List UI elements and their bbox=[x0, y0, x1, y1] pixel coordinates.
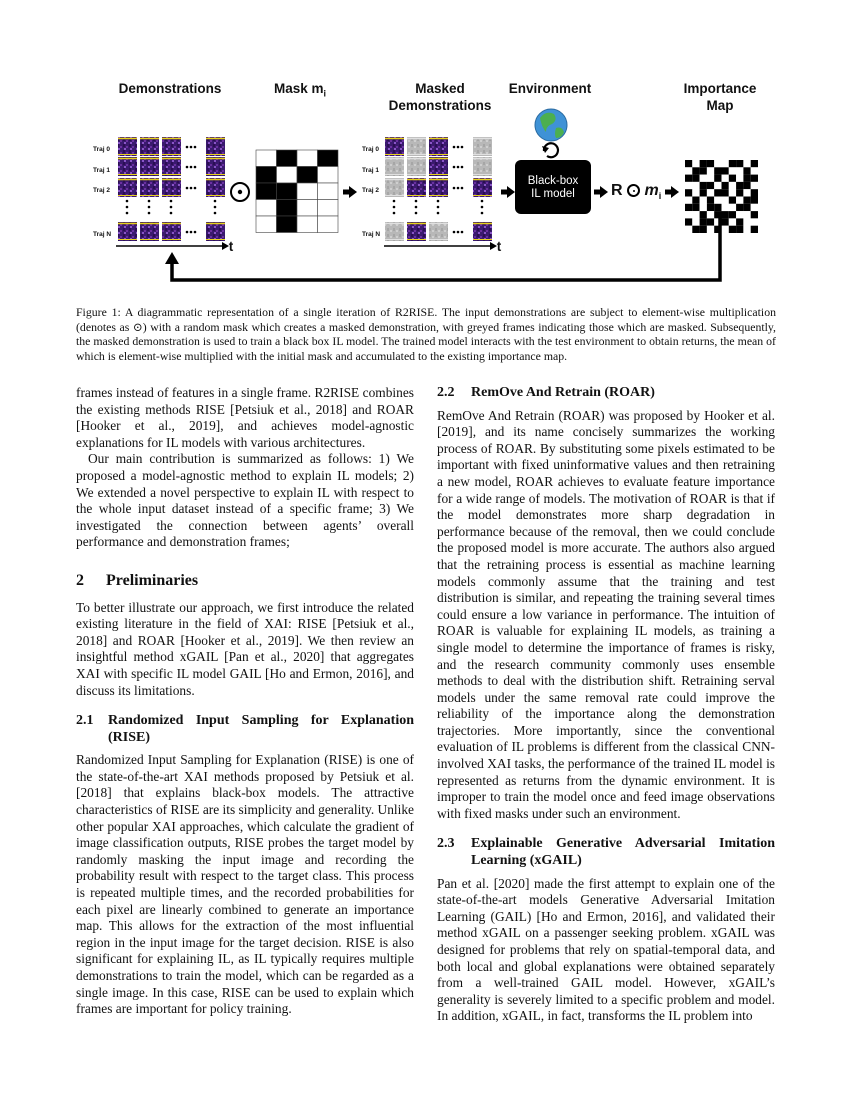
traj-label: Traj 2 bbox=[93, 187, 110, 194]
label-masked-demonstrations: Masked Demonstrations bbox=[388, 81, 492, 113]
frame-thumbnail bbox=[140, 222, 159, 241]
arrow-icon bbox=[671, 186, 679, 198]
frame-thumbnail bbox=[473, 157, 492, 176]
traj-label: Traj 0 bbox=[362, 146, 379, 153]
arrow-icon bbox=[507, 186, 515, 198]
label-importance-map: Importance Map bbox=[683, 81, 757, 113]
frame-thumbnail bbox=[429, 137, 448, 156]
paragraph: Randomized Input Sampling for Explanation (RISE) is one of the state-of-the-art XAI methods proposed by Petsiuk et al. [2018] that explains black-box models. The attractive characteristics of RISE are its simplicity and generality. Unlike other popular XAI approaches, which calculate the gradient of image classification outputs, RISE probes the target model by randomly masking the input image and recording the probability result with respect to the target class. This process is repeated multiple times, and the recorded probabilities for each pixel are linearly combined to generate an importance map. This allows for the extraction of the most influential region in the input image for the target decision. RISE is also significant for explaining IL, as IL typically requires multiple demonstrations to train the model, which can be regarded as a single image. In this case, RISE can be used to explain which frames are important for policy training. bbox=[76, 752, 414, 1017]
arrow-icon bbox=[349, 186, 357, 198]
frame-thumbnail bbox=[385, 157, 404, 176]
paragraph: frames instead of features in a single frame. R2RISE combines the existing methods RISE [Petsiuk et al., 2018] and ROAR [Hooker et al., 2019], and achieves model-agnostic explanations for IL models with various architectures. bbox=[76, 385, 414, 450]
frame-thumbnail bbox=[162, 178, 181, 197]
traj-label: Traj 1 bbox=[362, 167, 379, 174]
frame-thumbnail bbox=[206, 222, 225, 241]
frame-thumbnail bbox=[407, 137, 426, 156]
traj-label: Traj 2 bbox=[362, 187, 379, 194]
traj-label: Traj N bbox=[93, 231, 112, 238]
paragraph: To better illustrate our approach, we first introduce the related existing literature in the field of XAI: RISE [Petsiuk et al., 2018] and ROAR [Hooker et al., 2019]. We then review an insightful method xGAIL [Pan et al., 2020] that aggregates XAI with specific IL model GAIL [Ho and Ermon, 2016], and discuss its limitations. bbox=[76, 599, 414, 698]
odot-operator-icon bbox=[627, 184, 640, 197]
frame-thumbnail bbox=[140, 178, 159, 197]
frame-thumbnail bbox=[118, 137, 137, 156]
frame-thumbnail bbox=[429, 157, 448, 176]
frame-thumbnail bbox=[118, 157, 137, 176]
subsection-heading: 2.2 RemOve And Retrain (ROAR) bbox=[437, 385, 655, 400]
frame-thumbnail bbox=[140, 137, 159, 156]
globe-icon bbox=[535, 109, 567, 141]
frame-thumbnail bbox=[206, 157, 225, 176]
paragraph: Our main contribution is summarized as follows: 1) We proposed a model-agnostic method to explain IL models; 2) We extended a novel perspective to explain IL with respect to the whole input dataset instead of a specific frame; 3) We investigated the connection between agents’ overall performance and demonstration frames; bbox=[76, 451, 414, 550]
time-label: t bbox=[496, 239, 502, 254]
return-times-mask: R $m_i$ bbox=[611, 182, 662, 202]
masked-demonstrations-grid bbox=[385, 137, 492, 241]
frame-thumbnail bbox=[473, 222, 492, 241]
demonstrations-grid bbox=[118, 137, 225, 241]
frame-thumbnail bbox=[407, 157, 426, 176]
label-environment: Environment bbox=[508, 81, 592, 96]
frame-thumbnail bbox=[385, 222, 404, 241]
mask-grid bbox=[256, 150, 338, 233]
frame-thumbnail bbox=[407, 222, 426, 241]
section-heading: 2 Preliminaries bbox=[76, 571, 199, 589]
figure-diagram bbox=[0, 0, 850, 300]
time-axis-arrow bbox=[222, 242, 229, 250]
feedback-loop-arrow bbox=[165, 252, 179, 264]
frame-thumbnail bbox=[407, 178, 426, 197]
frame-thumbnail bbox=[473, 137, 492, 156]
time-label: t bbox=[228, 239, 234, 254]
label-mask: Mask $m_i$ bbox=[273, 81, 327, 99]
frame-thumbnail bbox=[385, 137, 404, 156]
frame-thumbnail bbox=[162, 222, 181, 241]
frame-thumbnail bbox=[118, 222, 137, 241]
paragraph: RemOve And Retrain (ROAR) was proposed by Hooker et al. [2019], and its name concisely summarizes the working process of ROAR. By substituting some pixels estimated to be important with fixed uninformative values and then retraining a new model, ROAR achieves to evaluate feature importance for a wide range of models. The motivation of ROAR is that if the model demonstrates more sharp degradation in performance because of the removal, then we could conclude the proposed model is more accurate. The authors also argued that the retraining process is essential as machine learning models commonly assume that the training and test distribution is similar, and repeating the training several times could ensure a low variance in performance. The intuition of ROAR is valuable for explaining IL models, as training a single model to determine the importance of frames is risky, and the research community commonly uses ensemble methods to deal with the distribution shift. Retraining serval models under the same removal rate could improve the reliability of the importance along the demonstration trajectories. More importantly, since the conventional evaluation of IL problems is different from the classical CNN-involved XAI tasks, the performance of the trained IL model is represented as returns from the dynamic environment. It is improper to train the model once and feed image observations with fixed masks under such an environment. bbox=[437, 407, 775, 821]
traj-label: Traj 1 bbox=[93, 167, 110, 174]
frame-thumbnail bbox=[473, 178, 492, 197]
cycle-icon bbox=[542, 143, 558, 157]
frame-thumbnail bbox=[206, 137, 225, 156]
frame-thumbnail bbox=[429, 222, 448, 241]
time-axis-arrow bbox=[490, 242, 497, 250]
frame-thumbnail bbox=[118, 178, 137, 197]
frame-thumbnail bbox=[385, 178, 404, 197]
traj-label: Traj 0 bbox=[93, 146, 110, 153]
traj-label: Traj N bbox=[362, 231, 381, 238]
arrow-icon bbox=[600, 186, 608, 198]
frame-thumbnail bbox=[140, 157, 159, 176]
frame-thumbnail bbox=[206, 178, 225, 197]
black-box-label: Black-box IL model bbox=[527, 175, 579, 200]
subsection-heading: 2.1 Randomized Input Sampling for Explanation (RISE) bbox=[76, 713, 414, 745]
figure-caption: Figure 1: A diagrammatic representation of a single iteration of R2RISE. The input demonstrations are subject to element-wise multiplication (denotes as ⊙) with a random mask which creates a masked demonstration, with greyed frames indicating those which are masked. Subsequently, the masked demonstration is used to train a black box IL model. The trained model interacts with the test environment to obtain returns, the mean of which is element-wise multiplied with the initial mask and accumulated to the existing importance map. bbox=[76, 305, 776, 363]
subsection-heading: 2.3 Explainable Generative Adversarial Imitation Learning (xGAIL) bbox=[437, 836, 775, 869]
frame-thumbnail bbox=[429, 178, 448, 197]
paragraph: Pan et al. [2020] made the first attempt to explain one of the state-of-the-art models Generative Adversarial Imitation Learning (GAIL) [Ho and Ermon, 2016], and validated their method xGAIL on a passenger seeking problem. xGAIL was designed for problems that rely on spatial-temporal data, and both local and global explanations were obtained separately from a well-trained GAIL model. However, xGAIL’s generality is severely limited to a specific problem and model. In addition, xGAIL, in fact, transforms the IL problem into bbox=[437, 875, 775, 1024]
left-column bbox=[76, 385, 414, 1018]
label-demonstrations: Demonstrations bbox=[118, 81, 222, 96]
frame-thumbnail bbox=[162, 157, 181, 176]
right-column bbox=[437, 385, 775, 1025]
frame-thumbnail bbox=[162, 137, 181, 156]
